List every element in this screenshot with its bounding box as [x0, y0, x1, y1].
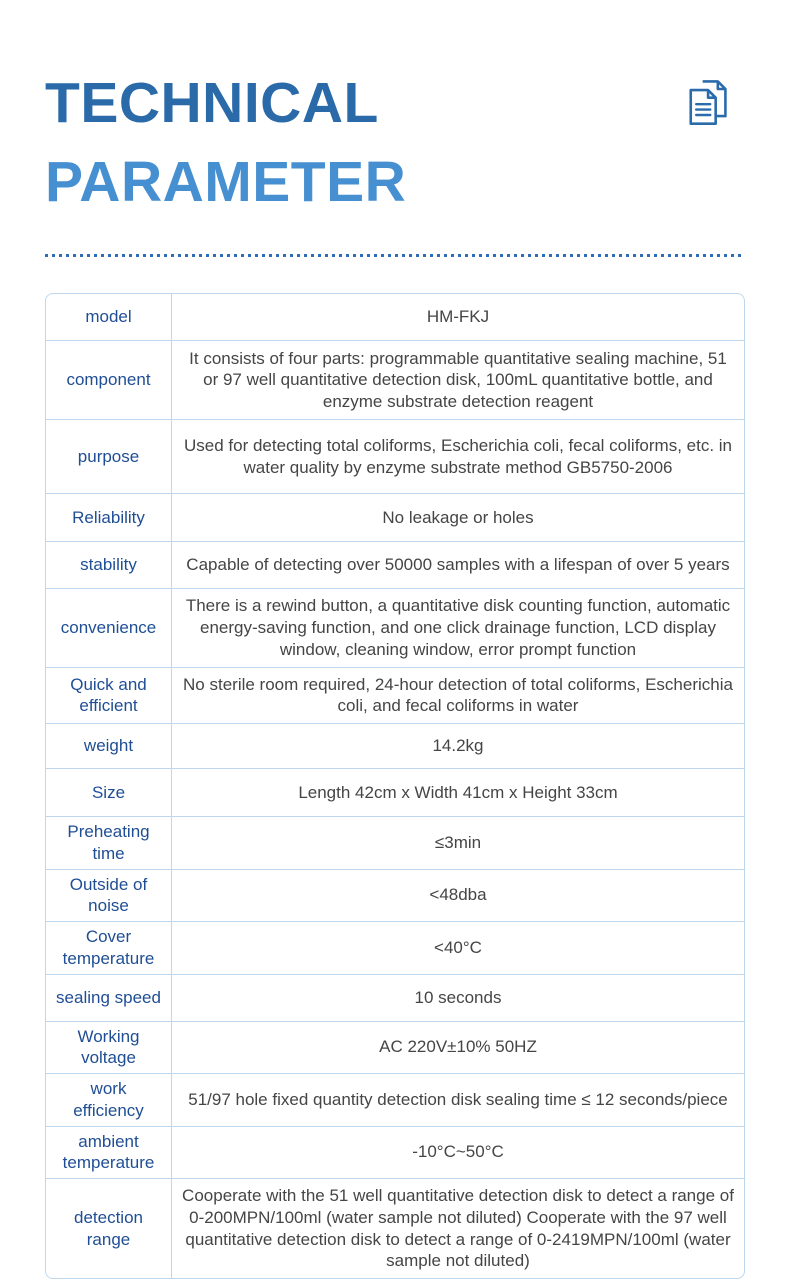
row-value: Length 42cm x Width 41cm x Height 33cm	[298, 782, 618, 802]
row-value: 51/97 hole fixed quantity detection disk sealing time ≤ 12 seconds/piece	[188, 1089, 728, 1109]
table-row-size	[46, 768, 744, 816]
row-label: stability	[46, 542, 172, 588]
table-row-weight	[46, 723, 744, 768]
table-row-working-voltage	[46, 1021, 744, 1074]
page-title-line2: PARAMETER	[45, 149, 407, 214]
table-row-stability	[46, 541, 744, 588]
row-value: AC 220V±10% 50HZ	[379, 1037, 537, 1057]
row-value: <48dba	[429, 885, 487, 905]
header	[45, 64, 745, 221]
row-value: Cooperate with the 51 well quantitative detection disk to detect a range of 0-200MPN/100ml (water sample not diluted) Cooperate with the 97 well quantitative detection disk to detect a range of 0-2419MPN/100ml (water sample not diluted)	[182, 1186, 734, 1271]
row-value: 10 seconds	[414, 987, 502, 1007]
table-row-preheating-time	[46, 816, 744, 869]
spec-table	[45, 293, 745, 1279]
row-value: 14.2kg	[432, 736, 484, 756]
table-row-convenience	[46, 588, 744, 666]
row-label: Size	[46, 769, 172, 816]
table-row-reliability	[46, 493, 744, 541]
dotted-divider	[45, 254, 745, 257]
row-label: Quick and efficient	[46, 668, 172, 724]
table-row-work-efficiency	[46, 1073, 744, 1126]
row-label: Preheating time	[46, 817, 172, 869]
table-row-outside-noise	[46, 869, 744, 922]
table-row-component	[46, 340, 744, 419]
page-title	[45, 64, 745, 221]
row-label: convenience	[46, 589, 172, 666]
documents-icon	[681, 76, 733, 133]
row-label: model	[46, 294, 172, 340]
table-row-sealing-speed	[46, 974, 744, 1021]
row-label: Cover temperature	[46, 922, 172, 974]
row-label: detection range	[46, 1179, 172, 1278]
row-value: ≤3min	[434, 832, 482, 852]
row-value: -10°C~50°C	[412, 1142, 504, 1162]
table-row-model	[46, 294, 744, 340]
table-row-ambient-temperature	[46, 1126, 744, 1179]
row-value: No sterile room required, 24-hour detection of total coliforms, Escherichia coli, and fecal coliforms in water	[183, 674, 733, 716]
table-row-detection-range	[46, 1178, 744, 1278]
row-value: Used for detecting total coliforms, Escherichia coli, fecal coliforms, etc. in water quality by enzyme substrate method GB5750-2006	[184, 436, 732, 477]
row-value: <40°C	[434, 937, 482, 957]
page-title-line1: TECHNICAL	[45, 71, 379, 135]
table-row-cover-temperature	[46, 921, 744, 974]
row-label: Outside of noise	[46, 870, 172, 922]
row-label: work efficiency	[46, 1074, 172, 1126]
row-value: There is a rewind button, a quantitative disk counting function, automatic energy-saving function, and one click drainage function, LCD display window, cleaning window, error prompt function	[185, 596, 731, 659]
row-label: Working voltage	[46, 1022, 172, 1074]
row-label: Reliability	[46, 494, 172, 541]
table-row-purpose	[46, 419, 744, 493]
row-label: purpose	[46, 420, 172, 493]
row-label: sealing speed	[46, 975, 172, 1021]
row-label: ambient temperature	[46, 1127, 172, 1179]
row-label: weight	[46, 724, 172, 768]
row-value: No leakage or holes	[382, 507, 534, 527]
row-value: Capable of detecting over 50000 samples with a lifespan of over 5 years	[186, 555, 730, 575]
row-label: component	[46, 341, 172, 419]
table-row-quick-efficient	[46, 667, 744, 724]
row-value: HM-FKJ	[426, 307, 490, 327]
row-value: It consists of four parts: programmable quantitative sealing machine, 51 or 97 well quantitative detection disk, 100mL quantitative bottle, and enzyme substrate detection reagent	[189, 348, 727, 412]
